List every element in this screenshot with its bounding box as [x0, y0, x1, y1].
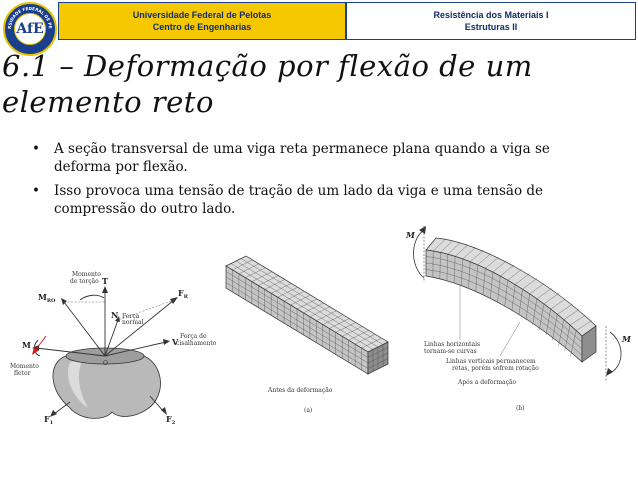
header-course-name: Resistência dos Materiais I: [433, 10, 549, 20]
header-center-name: Centro de Engenharias: [152, 22, 252, 32]
torque-arc: [80, 295, 104, 300]
forca-cis-label-2: cisalhamento: [176, 340, 217, 347]
label-v: V: [172, 337, 179, 347]
bullet-list: [30, 140, 610, 224]
label-o: O: [103, 360, 108, 367]
label-t: T: [102, 276, 108, 286]
bullet-item: • Isso provoca uma tensão de tração de um lado da viga e uma tensão de compressão do outro lado.: [30, 182, 610, 218]
label-m-right: M: [622, 334, 631, 344]
beam-before-figure: [218, 252, 408, 424]
label-mro: $M_{RO}$: [38, 292, 56, 304]
momento-torcao-label: Momento: [72, 271, 101, 278]
label-f1: $F_1$: [44, 414, 54, 426]
header-university: [58, 2, 346, 40]
header-course-sub: Estruturas II: [464, 22, 518, 32]
momento-fletor-label: Momento: [10, 363, 39, 370]
label-n: N: [111, 310, 119, 320]
momento-torcao-label-2: de torção: [70, 278, 99, 285]
internal-loads-figure: [8, 262, 217, 428]
vert-lines-label: Linhas verticais permanecem: [446, 358, 536, 365]
vector-f1: [54, 402, 70, 414]
logo-center: AfE: [14, 13, 46, 45]
caption-before: Antes da deformação: [268, 387, 333, 394]
label-a: (a): [304, 407, 313, 414]
slide-title-line2: elemento reto: [2, 85, 214, 119]
bullet-item: • A seção transversal de uma viga reta permanece plana quando a viga se deforma por flexão.: [30, 140, 610, 176]
forca-normal-label-2: normal: [122, 319, 144, 326]
moment-arrow-right-icon: [606, 368, 613, 376]
label-m: M: [22, 340, 31, 350]
label-f2: $F_2$: [166, 414, 176, 426]
label-fr: $F_R$: [178, 288, 188, 300]
slide-title: [2, 48, 636, 120]
vert-lines-label-2: retas, porém sofrem rotação: [452, 365, 539, 372]
forca-normal-label: Força: [122, 313, 140, 320]
moment-arrow-left-icon: [419, 226, 426, 234]
forca-cis-label: Força de: [180, 333, 207, 340]
caption-after: Após a deformação: [458, 379, 517, 386]
moment-arc-left: [414, 230, 425, 278]
label-m-top: M: [406, 230, 415, 240]
label-b: (b): [516, 405, 525, 412]
vector-mro: [64, 302, 105, 356]
horiz-lines-label: Linhas horizontais: [424, 341, 481, 348]
moment-arc-right: [608, 332, 621, 374]
header-university-name: Universidade Federal de Pelotas: [132, 10, 272, 20]
header-course: [346, 2, 636, 40]
slide-title-line1: 6.1 – Deformação por flexão de um: [2, 49, 533, 83]
horiz-lines-label-2: tornam-se curvas: [424, 348, 477, 355]
beam-after-figure: [400, 222, 636, 424]
momento-fletor-label-2: fletor: [14, 370, 31, 377]
logo-ring-text: RSIDADE FEDERAL DE PE: [6, 5, 54, 30]
